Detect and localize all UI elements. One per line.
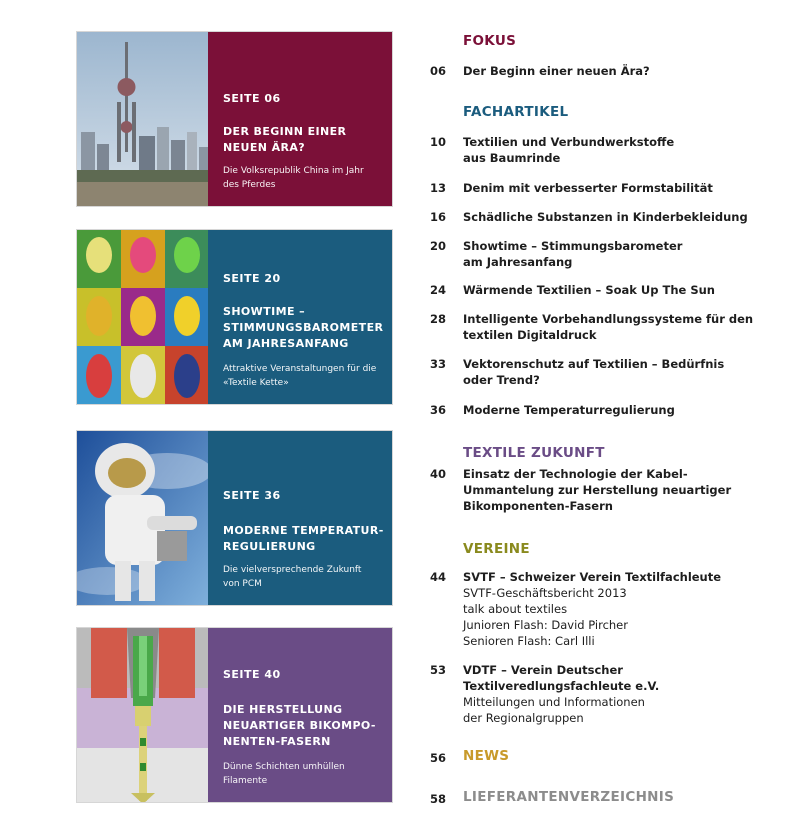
toc-title-line: Denim mit verbesserter Formstabilität — [463, 181, 713, 195]
article-card-seite-20[interactable] — [76, 229, 393, 405]
toc-title — [463, 466, 763, 514]
article-card-seite-36[interactable] — [76, 430, 393, 606]
toc-title-line: Textilien und Verbundwerkstoffe — [463, 135, 675, 149]
toc-subline: Junioren Flash: David Pircher — [463, 618, 628, 632]
toc-title-line: SVTF – Schweizer Verein Textilfachleute — [463, 570, 722, 584]
toc-page-number: 40 — [430, 467, 447, 481]
toc-page-number: 53 — [430, 663, 447, 677]
shanghai-skyline-image — [77, 32, 208, 206]
card-subtitle-line: Dünne Schichten umhüllen — [223, 762, 345, 772]
card-title-line: REGULIERUNG — [223, 540, 316, 553]
section-heading-vereine: VEREINE — [463, 541, 530, 557]
toc-title — [463, 402, 763, 418]
toc-title-line: Vektorenschutz auf Textilien – Bedürfnis — [463, 357, 725, 371]
toc-title-line: Textilveredlungsfachleute e.V. — [463, 679, 660, 693]
page-number: SEITE 40 — [223, 668, 281, 681]
toc-page-number: 36 — [430, 403, 447, 417]
toc-title — [463, 238, 763, 270]
card-subtitle-line: Die Volksrepublik China im Jahr — [223, 166, 364, 176]
toc-title-line: VDTF – Verein Deutscher — [463, 663, 623, 677]
card-title-line: STIMMUNGSBAROMETER — [223, 321, 384, 334]
toc-title — [463, 282, 763, 298]
astronaut-image — [77, 431, 208, 605]
toc-title-line: Wärmende Textilien – Soak Up The Sun — [463, 283, 715, 297]
card-subtitle-line: Die vielversprechende Zukunft — [223, 565, 362, 575]
card-title — [223, 124, 384, 156]
card-subtitle — [223, 760, 384, 788]
toc-subline: der Regionalgruppen — [463, 711, 584, 725]
card-info — [208, 32, 392, 206]
section-heading-fachartikel: FACHARTIKEL — [463, 104, 569, 120]
toc-page-number: 33 — [430, 357, 447, 371]
toc-title — [463, 134, 763, 166]
toc-title-line: Showtime – Stimmungsbarometer — [463, 239, 683, 253]
card-subtitle-line: Attraktive Veranstaltungen für die — [223, 364, 377, 374]
section-heading-textile-zukunft: TEXTILE ZUKUNFT — [463, 445, 605, 461]
toc-title-line: textilen Digitaldruck — [463, 328, 597, 342]
colorful-jackets-image — [77, 230, 208, 404]
toc-page-number: 56 — [430, 751, 447, 765]
toc-title — [463, 311, 763, 343]
toc-title-line: oder Trend? — [463, 373, 540, 387]
card-title-line: DIE HERSTELLUNG — [223, 703, 343, 716]
toc-title-line: Der Beginn einer neuen Ära? — [463, 64, 650, 78]
card-info — [208, 230, 392, 404]
page-number: SEITE 36 — [223, 489, 281, 502]
card-title-line: NENTEN-FASERN — [223, 735, 331, 748]
card-title-line: AM JAHRESANFANG — [223, 337, 349, 350]
toc-page-number: 10 — [430, 135, 447, 149]
toc-title-line: Ummantelung zur Herstellung neuartiger — [463, 483, 732, 497]
toc-title-line: am Jahresanfang — [463, 255, 573, 269]
toc-page-number: 58 — [430, 792, 447, 806]
card-title-line: MODERNE TEMPERATUR- — [223, 524, 384, 537]
toc-title-line: Einsatz der Technologie der Kabel- — [463, 467, 688, 481]
card-title-line: NEUEN ÄRA? — [223, 141, 306, 154]
toc-title-line: Moderne Temperaturregulierung — [463, 403, 675, 417]
card-info — [208, 628, 392, 802]
toc-title-line: aus Baumrinde — [463, 151, 561, 165]
page-number: SEITE 20 — [223, 272, 281, 285]
toc-page-number: 13 — [430, 181, 447, 195]
card-subtitle — [223, 563, 384, 591]
card-subtitle-line: von PCM — [223, 579, 262, 589]
toc-title — [463, 63, 763, 79]
toc-page-number: 20 — [430, 239, 447, 253]
card-subtitle-line: des Pferdes — [223, 180, 276, 190]
card-subtitle-line: Filamente — [223, 776, 268, 786]
card-title-line: NEUARTIGER BIKOMPO- — [223, 719, 376, 732]
toc-title-line: Bikomponenten-Fasern — [463, 499, 613, 513]
toc-page-number: 24 — [430, 283, 447, 297]
toc-title-line: Schädliche Substanzen in Kinderbekleidung — [463, 210, 748, 224]
article-card-seite-40[interactable] — [76, 627, 393, 803]
card-subtitle-line: «Textile Kette» — [223, 378, 289, 388]
toc-page-number: 44 — [430, 570, 447, 584]
card-title-line: SHOWTIME – — [223, 305, 305, 318]
section-heading-fokus: FOKUS — [463, 33, 517, 49]
toc-title — [463, 662, 763, 726]
toc-title — [463, 209, 763, 225]
card-title — [223, 304, 384, 352]
toc-title — [463, 569, 763, 649]
card-subtitle — [223, 164, 384, 192]
section-heading-news[interactable]: NEWS — [463, 748, 510, 764]
toc-page-number: 06 — [430, 64, 447, 78]
section-heading-lieferantenverzeichnis[interactable]: LIEFERANTENVERZEICHNIS — [463, 789, 675, 805]
card-subtitle — [223, 362, 384, 390]
card-title — [223, 702, 384, 750]
card-title — [223, 523, 384, 555]
toc-subline: Senioren Flash: Carl Illi — [463, 634, 595, 648]
article-card-seite-06[interactable] — [76, 31, 393, 207]
card-title-line: DER BEGINN EINER — [223, 125, 347, 138]
card-info — [208, 431, 392, 605]
toc-title-line: Intelligente Vorbehandlungssysteme für den — [463, 312, 754, 326]
toc-page-number: 28 — [430, 312, 447, 326]
toc-subline: Mitteilungen und Informationen — [463, 695, 645, 709]
toc-title — [463, 356, 763, 388]
page-number: SEITE 06 — [223, 92, 281, 105]
toc-subline: SVTF-Geschäftsbericht 2013 — [463, 586, 627, 600]
toc-page-number: 16 — [430, 210, 447, 224]
toc-title — [463, 180, 763, 196]
toc-subline: talk about textiles — [463, 602, 568, 616]
fiber-extrusion-diagram — [77, 628, 208, 802]
